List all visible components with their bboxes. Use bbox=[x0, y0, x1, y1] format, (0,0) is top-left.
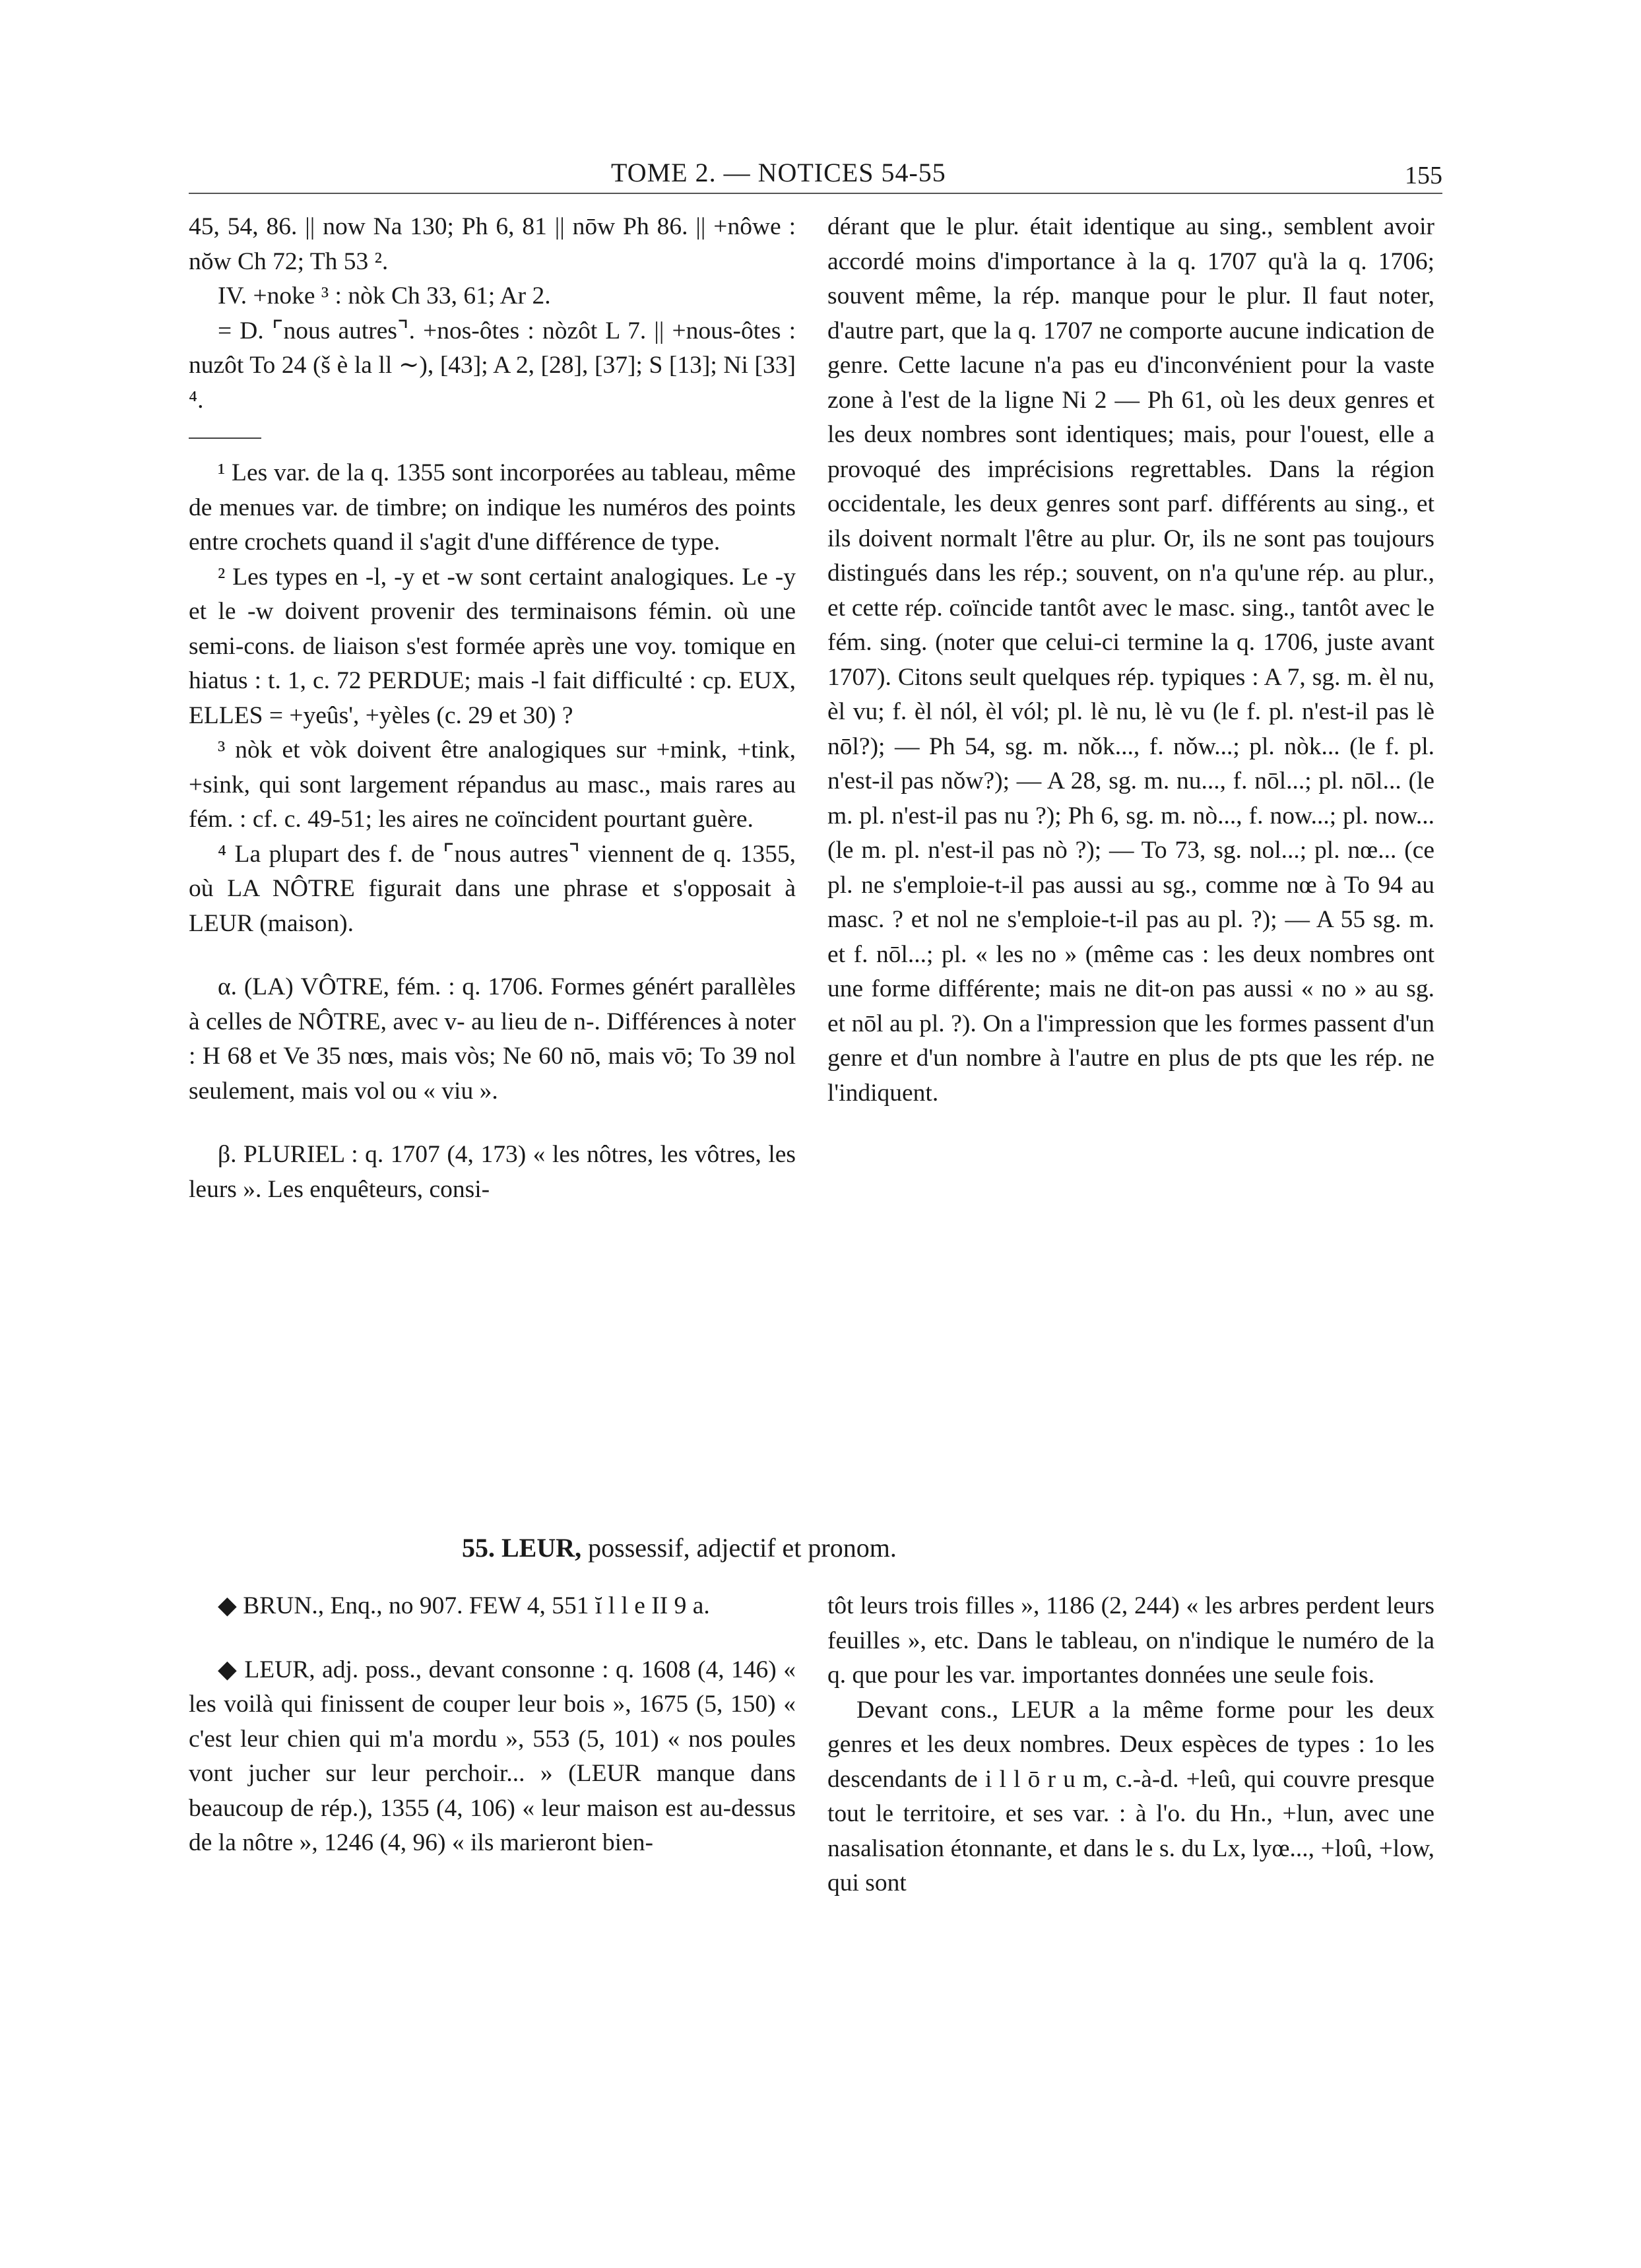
paragraph: Devant cons., LEUR a la même forme pour les deux genres et les deux nombres. Deux espèces de types : 1o les descendants de i l l ō r u m, c.-à-d. +leû, qui couvre presque tout le territoire, et ses var. : à l'o. du Hn., +lun, avec une nasalisation étonnante, et dans le s. du Lx, lyœ..., +loû, +low, qui sont bbox=[827, 1696, 1434, 1896]
running-title: TOME 2. — NOTICES 54-55 bbox=[611, 158, 946, 187]
header-rule bbox=[189, 193, 1442, 194]
left-column bbox=[189, 210, 796, 1207]
section-title: LEUR, bbox=[501, 1533, 582, 1563]
paragraph: ◆ LEUR, adj. poss., devant consonne : q. 1608 (4, 146) « les voilà qui finissent de couper leur bois », 1675 (5, 150) « c'est leur chien qui m'a mordu », 553 (5, 101) « nos poules vont jucher sur leur perchoir... » (LEUR manque dans beaucoup de rép.), 1355 (4, 106) « leur maison est au-dessus de la nôtre », 1246 (4, 96) « ils marieront bien- bbox=[189, 1656, 796, 1856]
paragraph: β. PLURIEL : q. 1707 (4, 173) « les nôtres, les vôtres, les leurs ». Les enquêteurs, consi- bbox=[189, 1141, 796, 1203]
paragraph: dérant que le plur. était identique au sing., semblent avoir accordé moins d'importance à la q. 1707 qu'à la q. 1706; souvent même, la rép. manque pour le plur. Il faut noter, d'autre part, que la q. 1707 ne comporte aucune indication de genre. Cette lacune n'a pas eu d'inconvénient pour la vaste zone à l'est de la ligne Ni 2 — Ph 61, où les deux genres et les deux nombres sont identiques; mais, pour l'ouest, elle a provoqué des imprécisions regrettables. Dans la région occidentale, les deux genres sont parf. différents au sing., et ils doivent normalt l'être au plur. Or, ils ne sont pas toujours distingués dans les rép.; souvent, on n'a qu'une rép. au plur., et cette rép. coïncide tantôt avec le masc. sing., tantôt avec le fém. sing. (noter que celui-ci termine la q. 1706, juste avant 1707). Citons seult quelques rép. typiques : A 7, sg. m. èl nu, èl vu; f. èl nól, èl vól; pl. lè nu, lè vu (le f. pl. n'est-il pas lè nōl?); — Ph 54, sg. m. nǒk..., f. nǒw...; pl. nòk... (le f. pl. n'est-il pas nǒw?); — A 28, sg. m. nu..., f. nōl...; pl. nōl... (le m. pl. n'est-il pas nu ?); Ph 6, sg. m. nò..., f. now...; pl. now... (le m. pl. n'est-il pas nò ?); — To 73, sg. nol...; pl. nœ... (ce pl. ne s'emploie-t-il pas aussi au sg., comme nœ à To 94 au masc. ? et nol ne s'emploie-t-il pas au pl. ?); — A 55 sg. m. et f. nōl...; pl. « les no » (même cas : les deux nombres ont une forme différente; mais ne dit-on pas aussi « no » au sg. et nōl au pl. ?). On a l'impression que les formes passent d'un genre et d'un nombre à l'autre en plus de pts que les rép. ne l'indiquent. bbox=[827, 213, 1434, 1107]
paragraph: 45, 54, 86. || now Na 130; Ph 6, 81 || nōw Ph 86. || +nôwe : nŏw Ch 72; Th 53 ². bbox=[189, 213, 796, 275]
page-number: 155 bbox=[1405, 162, 1442, 189]
paragraph: = D. ⌜nous autres⌝. +nos-ôtes : nòzôt L 7. || +nous-ôtes : nuzôt To 24 (š è la ll ∼), [43]; A 2, [28], [37]; S [13]; Ni [33] ⁴. bbox=[189, 317, 796, 414]
section-number: 55. bbox=[462, 1533, 495, 1563]
paragraph: ◆ BRUN., Enq., no 907. FEW 4, 551 ĭ l l e II 9 a. bbox=[218, 1592, 710, 1619]
right-column-section bbox=[827, 1589, 1434, 1901]
footnote-separator bbox=[189, 437, 261, 439]
paragraph: tôt leurs trois filles », 1186 (2, 244) « les arbres perdent leurs feuilles », etc. Dans le tableau, on n'indique le numéro de la q. que pour les var. importantes données une seule fois. bbox=[827, 1592, 1434, 1689]
footnote: ³ nòk et vòk doivent être analogiques sur +mink, +tink, +sink, qui sont largement répandus au masc., mais rares au fém. : cf. c. 49-51; les aires ne coïncident pourtant guère. bbox=[189, 736, 796, 833]
section-heading bbox=[462, 1531, 1254, 1565]
footnote: ² Les types en -l, -y et -w sont certaint analogiques. Le -y et le -w doivent provenir des terminaisons fémin. où une semi-cons. de liaison s'est formée après une voy. tomique en hiatus : t. 1, c. 72 PERDUE; mais -l fait difficulté : cp. EUX, ELLES = +yeûs', +yèles (c. 29 et 30) ? bbox=[189, 563, 796, 729]
paragraph: α. (LA) VÔTRE, fém. : q. 1706. Formes génért parallèles à celles de NÔTRE, avec v- au lieu de n-. Différences à noter : H 68 et Ve 35 nœs, mais vòs; Ne 60 nō, mais vō; To 39 nol seulement, mais vol ou « viu ». bbox=[189, 973, 796, 1105]
right-column bbox=[827, 210, 1434, 1111]
section-subtitle: possessif, adjectif et pronom. bbox=[588, 1533, 897, 1563]
footnote: ⁴ La plupart des f. de ⌜nous autres⌝ viennent de q. 1355, où LA NÔTRE figurait dans une phrase et s'opposait à LEUR (maison). bbox=[189, 840, 796, 937]
left-column-section bbox=[189, 1589, 796, 1861]
page-header bbox=[189, 157, 1442, 194]
footnote: ¹ Les var. de la q. 1355 sont incorporées au tableau, même de menues var. de timbre; on indique les numéros des points entre crochets quand il s'agit d'une différence de type. bbox=[189, 459, 796, 556]
paragraph: IV. +noke ³ : nòk Ch 33, 61; Ar 2. bbox=[218, 282, 551, 309]
